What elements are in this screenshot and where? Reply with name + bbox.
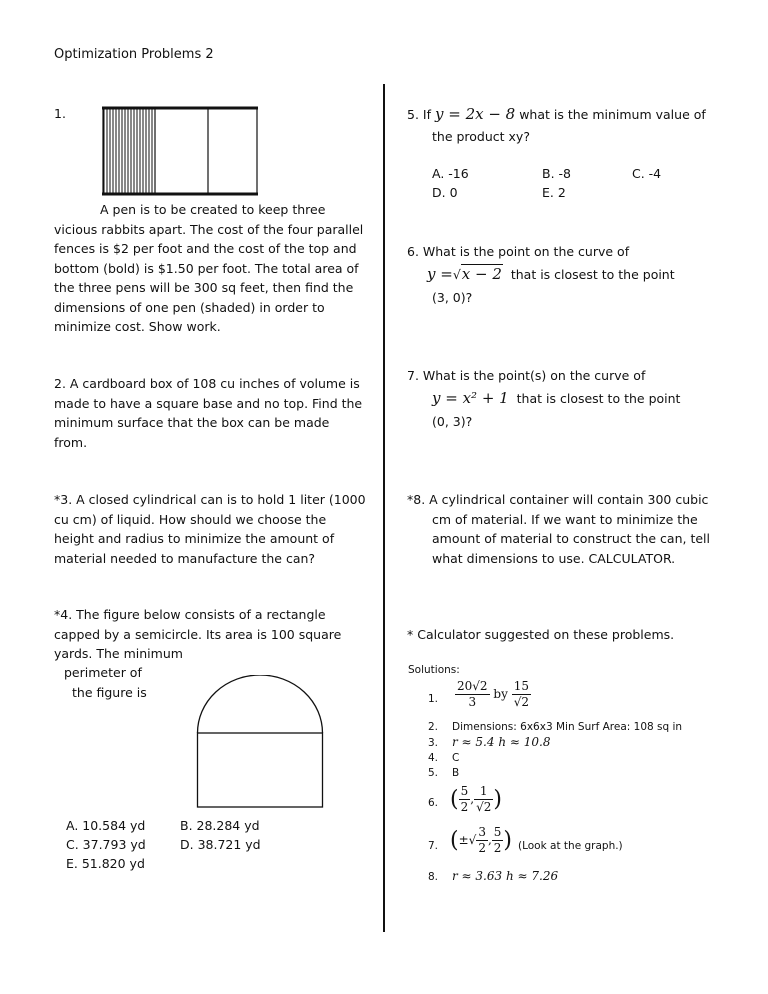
page-title: Optimization Problems 2 <box>54 47 214 62</box>
shaded-pen <box>103 109 155 193</box>
problem-6-eq-lhs: y = <box>427 265 453 283</box>
problem-2-text: 2. A cardboard box of 108 cu inches of volume is made to have a square base and no top. Find the minimum surface that the box can be made from. <box>54 376 363 450</box>
problem-7-line2 <box>432 387 680 410</box>
problem-5-line2: the product xy? <box>432 129 530 144</box>
solution-1-den: 3 <box>468 695 477 709</box>
problem-4-text-c: the figure is <box>72 685 147 700</box>
solution-7-b-num: 5 <box>493 825 502 839</box>
problem-4-choice-e: E. 51.820 yd <box>66 856 145 871</box>
pen-diagram <box>100 106 260 198</box>
problem-5-choice-c: C. -4 <box>632 166 662 181</box>
problem-5-choice-d: D. 0 <box>432 185 458 200</box>
problem-5-choice-e: E. 2 <box>542 185 566 200</box>
semicircle-rectangle-figure <box>196 675 324 809</box>
solution-4-number: 4. <box>428 752 439 764</box>
solution-3: r ≈ 5.4 h ≈ 10.8 <box>452 735 551 749</box>
solution-7-pm: ± <box>458 833 469 847</box>
solution-6-b-den: √2 <box>476 800 492 814</box>
problem-6-eq-radicand: x − 2 <box>461 265 502 283</box>
solution-7-note: (Look at the graph.) <box>518 840 623 852</box>
problem-5-tail: what is the minimum value of <box>519 107 706 122</box>
solutions-heading: Solutions: <box>408 664 460 676</box>
problem-4-choice-d: D. 38.721 yd <box>180 837 261 852</box>
solution-3-number: 3. <box>428 737 439 749</box>
solution-1-num2: 15 <box>513 679 529 693</box>
solution-7-a-den: 2 <box>478 841 486 855</box>
problem-5-equation: y = 2x − 8 <box>434 105 516 123</box>
calculator-note: * Calculator suggested on these problems. <box>407 627 675 642</box>
solution-1-number: 1. <box>428 693 439 705</box>
problem-6-tail: that is closest to the point <box>510 267 675 282</box>
solution-5-number: 5. <box>428 767 439 779</box>
problem-4-choice-c: C. 37.793 yd <box>66 837 146 852</box>
problem-1-text: A pen is to be created to keep three vicious rabbits apart. The cost of the four parallel fences is $2 per foot and the cost of the top and bottom (bold) is $1.50 per foot. The total area of the three pens will be 300 sq feet, then find the dimensions of one pen (shaded) in order to minimize cost. Show work. <box>54 202 364 334</box>
solution-7-number: 7. <box>428 840 439 852</box>
solution-1-den2: √2 <box>513 695 529 709</box>
solution-2-number: 2. <box>428 721 439 733</box>
problem-4-choice-b: B. 28.284 yd <box>180 818 260 833</box>
problem-7-line3: (0, 3)? <box>432 414 473 429</box>
problem-7-eq: y = x² + 1 <box>432 389 509 407</box>
problem-4-text: *4. The figure below consists of a rectangle capped by a semicircle. Its area is 100 square yards. The minimum <box>54 607 342 661</box>
problem-4-text-b: perimeter of <box>64 665 142 680</box>
solution-5: B <box>452 767 460 779</box>
solution-7: (±√ $\frac{3}{2}$ , $\frac{5}{2}$ ) <box>450 825 513 855</box>
problem-6-line2: y =√x − 2 that is closest to the point <box>427 265 675 283</box>
problem-7-tail: that is closest to the point <box>516 391 681 406</box>
problem-3-text: *3. A closed cylindrical can is to hold 1 liter (1000 cu cm) of liquid. How should we choose the height and radius to minimize the amount of material needed to manufacture the can? <box>54 492 366 566</box>
problem-8-text: *8. A cylindrical container will contain 300 cubic cm of material. If we want to minimize the amount of material to construct the can, tell what dimensions to use. CALCULATOR. <box>407 492 710 566</box>
problem-6-line1: 6. What is the point on the curve of <box>407 244 630 259</box>
solution-7-a-num: 3 <box>478 825 486 839</box>
solution-1 <box>455 679 531 710</box>
problem-1-number: 1. <box>54 106 66 121</box>
problem-6-line3: (3, 0)? <box>432 290 473 305</box>
problem-5-lead: 5. If <box>407 107 431 122</box>
problem-5-line1 <box>407 103 706 126</box>
solution-2: Dimensions: 6x6x3 Min Surf Area: 108 sq in <box>452 721 683 733</box>
solution-8: r ≈ 3.63 h ≈ 7.26 <box>452 869 559 883</box>
solution-8-number: 8. <box>428 871 439 883</box>
problem-4-choice-a: A. 10.584 yd <box>66 818 146 833</box>
problem-5-choice-a: A. -16 <box>432 166 469 181</box>
solution-6-number: 6. <box>428 797 439 809</box>
solution-6-a-num: 5 <box>460 784 469 798</box>
solution-7-b-den: 2 <box>493 841 502 855</box>
solution-6-b-num: 1 <box>474 784 493 800</box>
solution-1-num: 20√2 <box>457 679 488 693</box>
problem-5-choice-b: B. -8 <box>542 166 571 181</box>
solution-4: C <box>452 752 460 764</box>
solution-6: ( $\frac{5}{2}$ , $\frac{1}{√2}$ ) <box>450 784 502 814</box>
column-divider <box>383 84 385 932</box>
problem-7-line1: 7. What is the point(s) on the curve of <box>407 368 646 383</box>
solution-1-by: by <box>493 687 508 701</box>
solution-6-a-den: 2 <box>460 800 469 814</box>
